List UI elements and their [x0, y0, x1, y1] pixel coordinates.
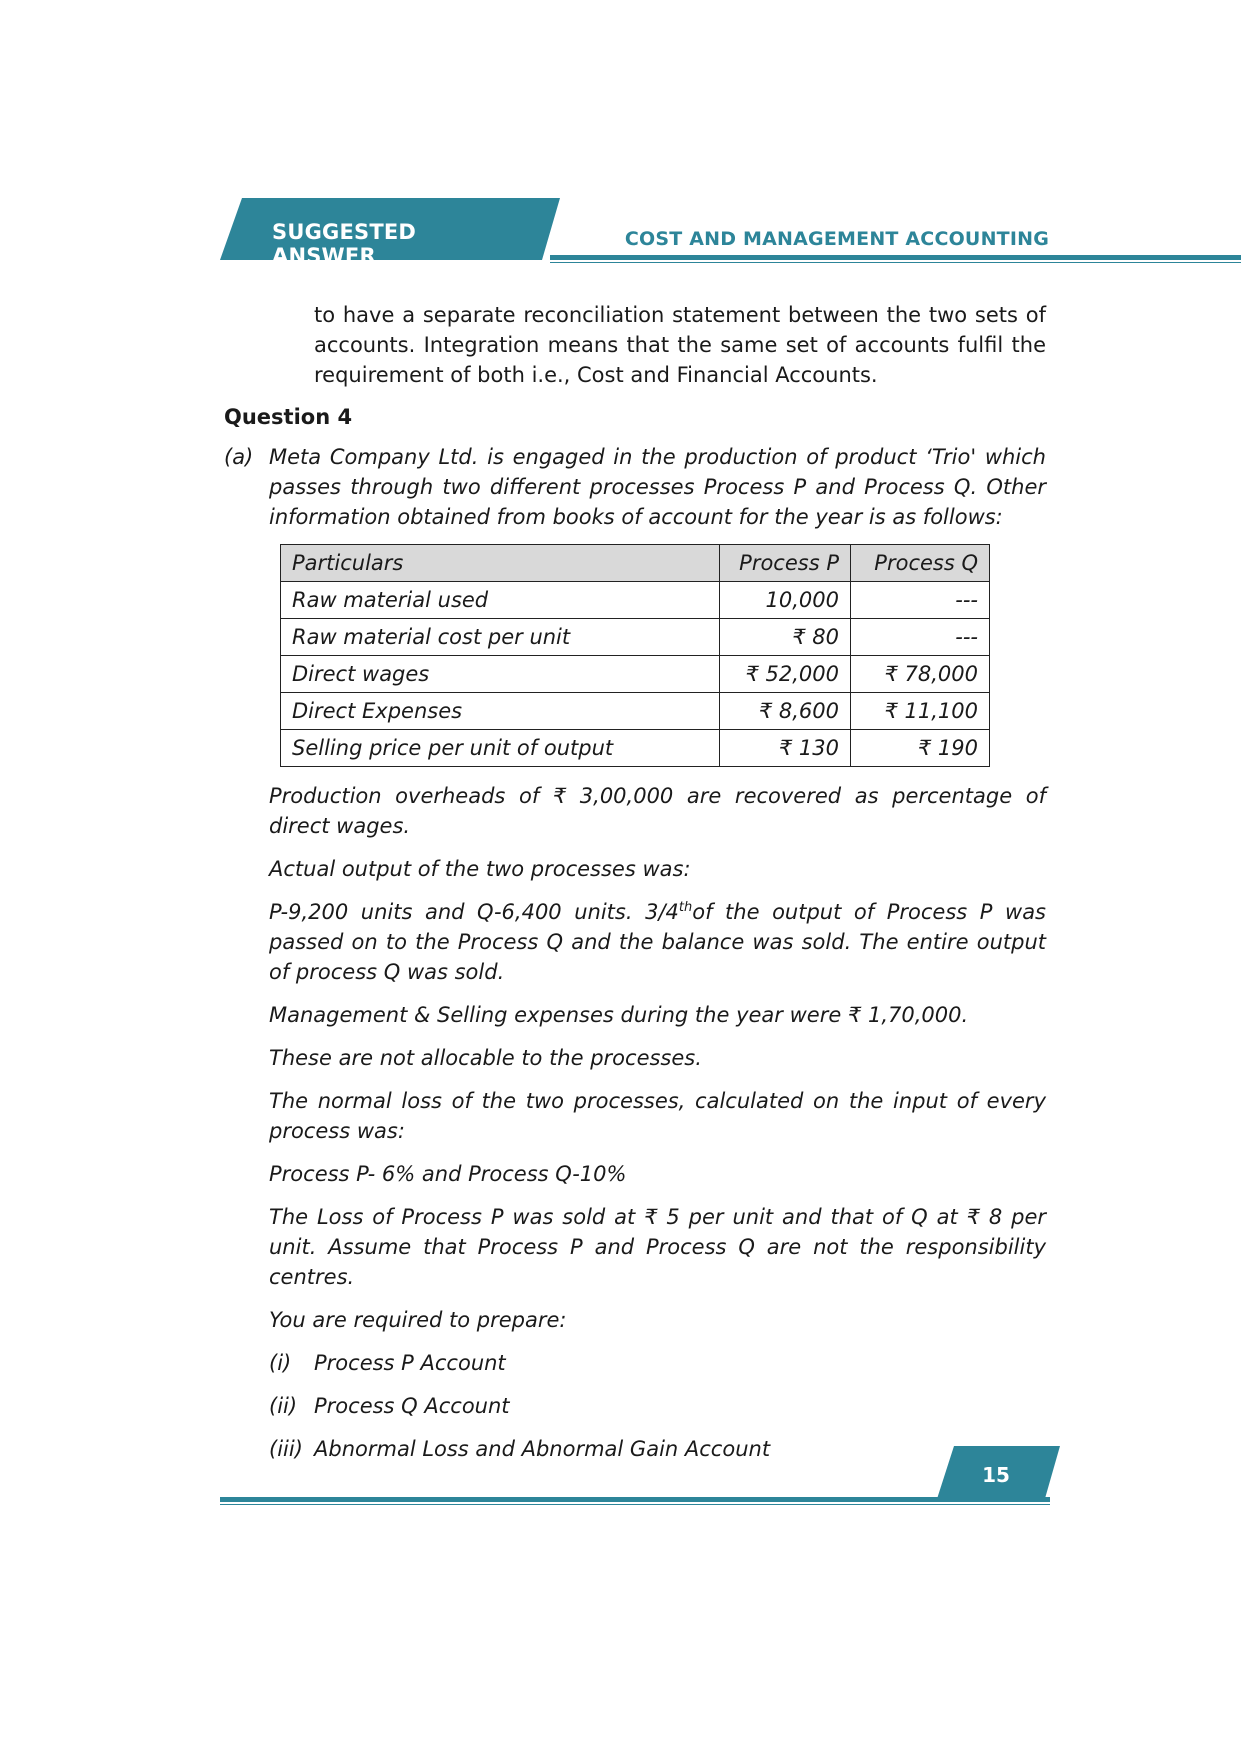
table-cell: Raw material cost per unit	[281, 619, 720, 656]
table-cell: 10,000	[720, 582, 851, 619]
table-row	[281, 582, 990, 619]
process-data-table	[280, 544, 990, 767]
table-header-row	[281, 545, 990, 582]
list-item-text: Process P Account	[314, 1351, 506, 1375]
question-intro: Meta Company Ltd. is engaged in the production of product ‘Trio' which passes through two different processes Process P and Process Q. Other information obtained from books of account for the year is as follows:	[269, 445, 1046, 529]
footer-rule	[220, 1497, 1050, 1502]
list-item	[269, 1348, 1046, 1378]
header-subject: COST AND MANAGEMENT ACCOUNTING	[624, 228, 1049, 250]
scrap-value-paragraph: The Loss of Process P was sold at ₹ 5 per unit and that of Q at ₹ 8 per unit. Assume that Process P and Process Q are not the responsibility centres.	[269, 1205, 1046, 1289]
loss-rates-paragraph: Process P- 6% and Process Q-10%	[269, 1162, 627, 1186]
table-cell: Direct Expenses	[281, 693, 720, 730]
list-item	[269, 1434, 1046, 1464]
table-cell: ₹ 130	[720, 730, 851, 767]
list-item-number: (i)	[269, 1351, 292, 1375]
table-cell: Selling price per unit of output	[281, 730, 720, 767]
allocation-note-paragraph: These are not allocable to the processes.	[269, 1046, 702, 1070]
list-item	[269, 1391, 1046, 1421]
table-row	[281, 730, 990, 767]
page-header	[220, 198, 1050, 268]
table-cell: Raw material used	[281, 582, 720, 619]
question-part-a	[224, 442, 1046, 532]
normal-loss-paragraph: The normal loss of the two processes, calculated on the input of every process was:	[269, 1089, 1046, 1143]
table-cell: ₹ 8,600	[720, 693, 851, 730]
output-detail-start: P-9,200 units and Q-6,400 units. 3/4	[269, 900, 679, 924]
table-header-cell: Particulars	[281, 545, 720, 582]
footer-rule-thin	[220, 1504, 1050, 1505]
continuation-paragraph: to have a separate reconciliation statement between the two sets of accounts. Integration means that the same set of accounts fulfil the requirement of both i.e., Cost and Financial Accounts.	[314, 303, 1046, 387]
table-cell: ₹ 11,100	[851, 693, 990, 730]
list-item-number: (ii)	[269, 1394, 298, 1418]
ordinal-suffix: th	[678, 900, 693, 915]
header-rule	[550, 255, 1241, 260]
table-cell: ₹ 52,000	[720, 656, 851, 693]
table-row	[281, 619, 990, 656]
header-rule-thin	[550, 262, 1241, 263]
list-item-text: Process Q Account	[314, 1394, 510, 1418]
required-intro-paragraph: You are required to prepare:	[269, 1308, 567, 1332]
table-cell: Direct wages	[281, 656, 720, 693]
table-header-cell: Process Q	[851, 545, 990, 582]
table-cell: ₹ 78,000	[851, 656, 990, 693]
output-detail-rest: of the output of Process P was passed on to the Process Q and the balance was sold. The entire output of process Q was sold.	[269, 900, 1046, 984]
table-row	[281, 656, 990, 693]
output-intro-paragraph: Actual output of the two processes was:	[269, 857, 691, 881]
overheads-paragraph: Production overheads of ₹ 3,00,000 are recovered as percentage of direct wages.	[269, 784, 1046, 838]
output-detail-paragraph	[269, 897, 1046, 987]
page-content	[224, 300, 1046, 1477]
table-cell: ---	[851, 582, 990, 619]
table-cell: ₹ 190	[851, 730, 990, 767]
list-item-text: Abnormal Loss and Abnormal Gain Account	[314, 1437, 771, 1461]
question-heading: Question 4	[224, 405, 353, 429]
table-cell: ₹ 80	[720, 619, 851, 656]
selling-expenses-paragraph: Management & Selling expenses during the year were ₹ 1,70,000.	[269, 1003, 969, 1027]
header-tab-label: SUGGESTED ANSWER	[272, 220, 417, 268]
table-row	[281, 693, 990, 730]
table-cell: ---	[851, 619, 990, 656]
part-label: (a)	[224, 445, 254, 469]
table-header-cell: Process P	[720, 545, 851, 582]
page-number: 15	[982, 1463, 1010, 1487]
list-item-number: (iii)	[269, 1437, 303, 1461]
